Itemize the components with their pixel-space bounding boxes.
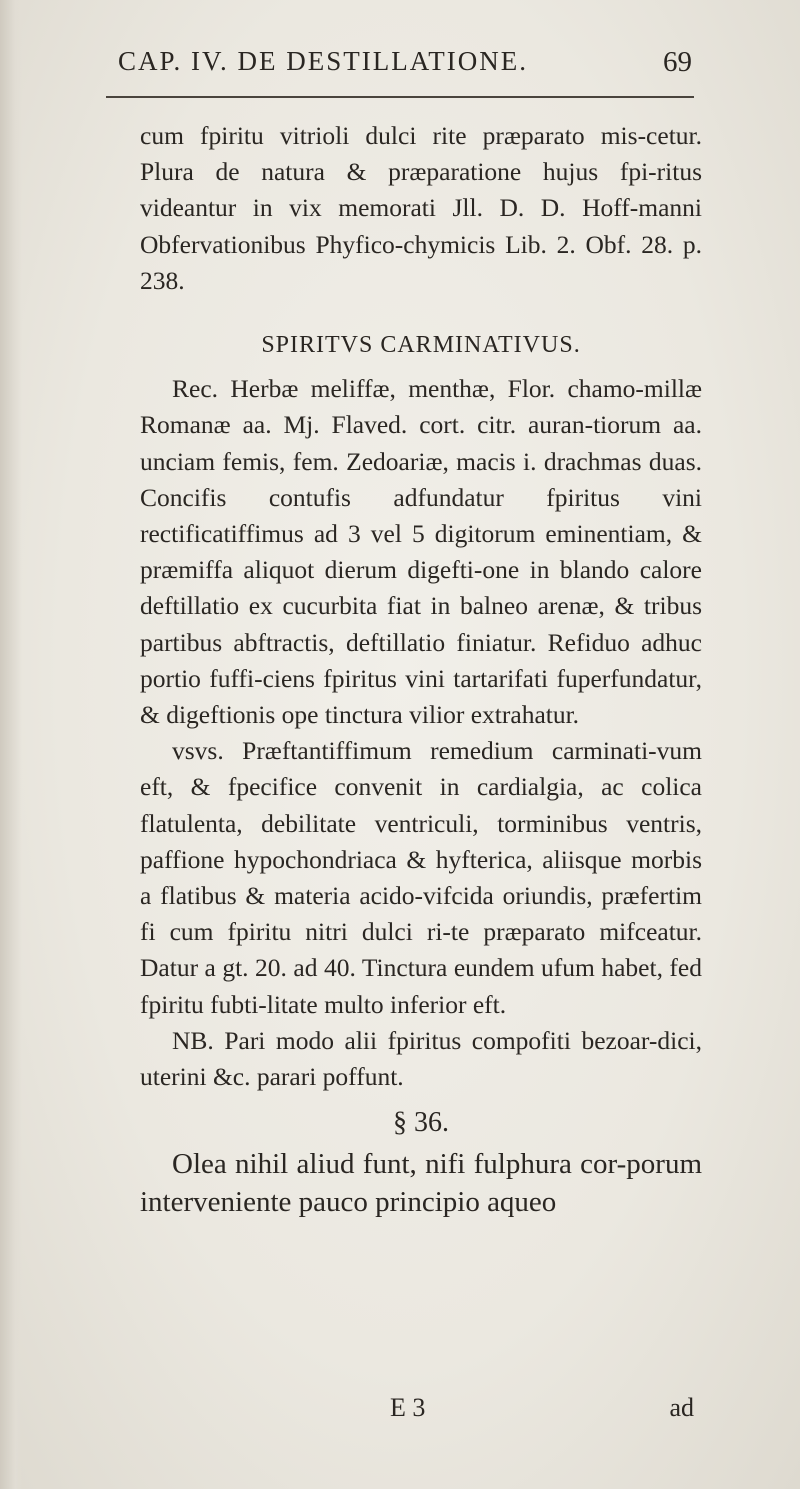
section-heading: SPIRITVS CARMINATIVUS. <box>261 332 581 359</box>
page-footer <box>140 1393 702 1429</box>
paragraph-recipe: Rec. Herbæ meliffæ, menthæ, Flor. chamo-millæ Romanæ aa. Mj. Flaved. cort. citr. auran-tiorum aa. unciam femis, fem. Zedoariæ, macis i. drachmas duas. Concifis contufis adfundatur fpiritus vini rectificatiffimus ad 3 vel 5 digitorum eminentiam, & præmiffa aliquot dierum digefti-one in blando calore deftillatio ex cucurbita fiat in balneo arenæ, & tribus partibus abftractis, deftillatio finiatur. Refiduo adhuc portio fuffi-ciens fpiritus vini tartarifati fuperfundatur, & digeftionis ope tinctura vilior extrahatur. <box>140 374 702 730</box>
paragraph-olea: Olea nihil aliud funt, nifi fulphura cor-porum interveniente pauco principio aqueo <box>140 1148 702 1219</box>
page-number: 69 <box>663 46 692 78</box>
paragraph-usus: vsvs. Præftantiffimum remedium carminati-vum eft, & fpecifice convenit in cardialgia, ac colica flatulenta, debilitate ventriculi, torminibus ventris, paffione hypochondriaca & hyfterica, aliisque morbis a flatibus & materia acido-vifcida oriundis, præfertim fi cum fpiritu nitri dulci ri-te præparato mifceatur. Datur a gt. 20. ad 40. Tinctura eundem ufum habet, fed fpiritu fubti-litate multo inferior eft. <box>140 736 702 1019</box>
page-header <box>118 46 698 86</box>
page-gutter-shadow <box>0 0 22 1489</box>
signature-mark: E 3 <box>390 1393 426 1422</box>
paragraph-continuation: cum fpiritu vitrioli dulci rite præparato mis-cetur. Plura de natura & præparatione hujus fpi-ritus videantur in vix memorati Jll. D. D. Hoff-manni Obfervationibus Phyfico-chymicis Lib. 2. Obf. 28. p. 238. <box>140 121 702 295</box>
catchword: ad <box>669 1393 694 1422</box>
header-rule <box>106 96 694 98</box>
paragraph-nota-bene: NB. Pari modo alii fpiritus compofiti bezoar-dici, uterini &c. parari poffunt. <box>140 1025 702 1092</box>
section-number: § 36. <box>393 1107 449 1139</box>
body-text <box>140 118 702 1221</box>
running-head: CAP. IV. DE DESTILLATIONE. <box>118 46 528 76</box>
